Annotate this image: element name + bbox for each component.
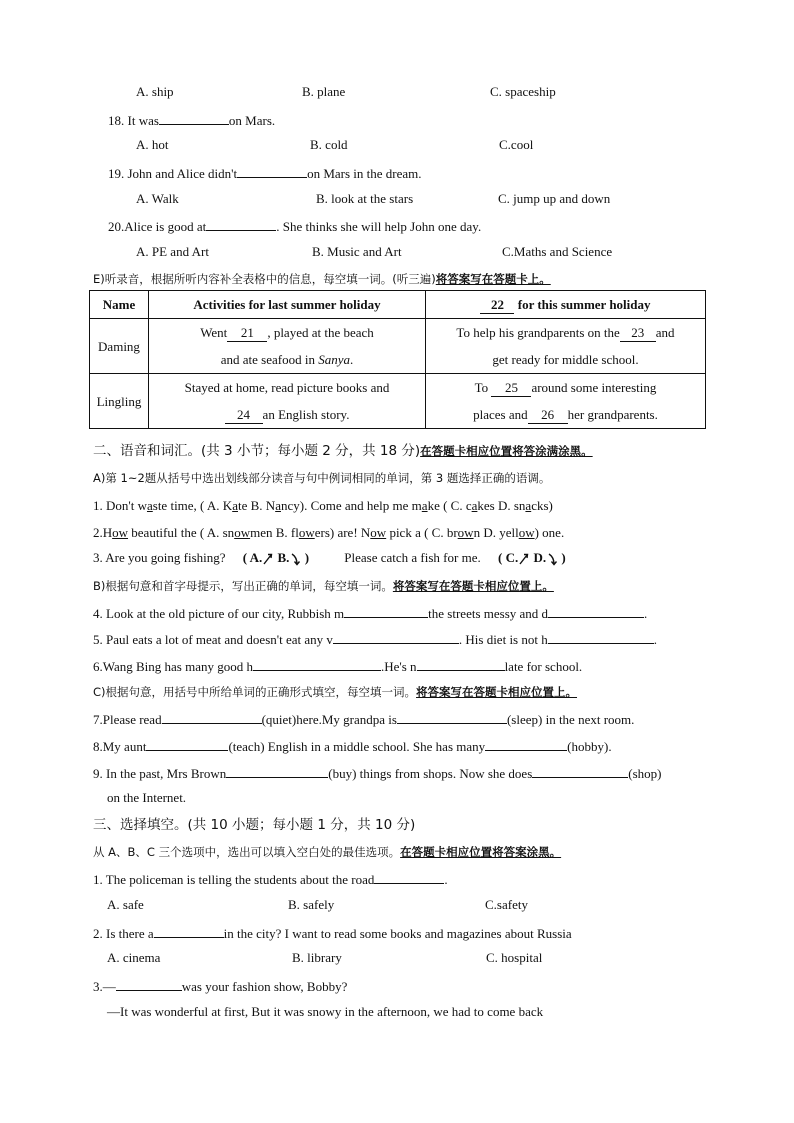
blank — [226, 764, 328, 778]
q20-stem-end: . She thinks she will help John one day. — [276, 219, 482, 234]
v1-underlined: a — [232, 498, 238, 513]
table-header-name: Name — [90, 291, 149, 319]
blank — [548, 604, 644, 618]
v8-text: (hobby). — [567, 739, 612, 754]
blank — [397, 710, 507, 724]
tone-option-b: B. — [277, 550, 290, 565]
row-lingling-name: Lingling — [90, 374, 149, 429]
v2-text: beautiful the ( A. sn — [128, 525, 235, 540]
v2-text: pick a ( C. br — [386, 525, 458, 540]
blank — [159, 111, 229, 125]
cell-text: , played at the beach — [267, 325, 374, 340]
section-2b-emphasis: 将答案写在答题卡相应位置上。 — [392, 579, 554, 593]
section-3-instruction — [93, 844, 561, 860]
falling-arrow-icon — [546, 552, 558, 566]
cell-text: places and — [473, 407, 528, 422]
blank-21: 21 — [227, 325, 267, 342]
blank — [333, 630, 459, 644]
q17-option-b: B. plane — [302, 84, 346, 99]
blank — [417, 657, 505, 671]
v2-text: n D. yell — [473, 525, 519, 540]
section-2-title — [93, 443, 593, 459]
v1-text: ncy). Come and help me m — [280, 498, 422, 513]
c1-option-c: C.safety — [485, 897, 528, 912]
blank-26: 26 — [528, 407, 568, 424]
v5-text: . His diet is not h — [458, 632, 548, 647]
v9-text: 9. In the past, Mrs Brown — [93, 766, 227, 781]
tone-close: ) — [561, 550, 566, 565]
blank — [162, 710, 262, 724]
rising-arrow-icon — [262, 552, 274, 566]
v2-underlined: ow — [370, 525, 387, 540]
blank — [253, 657, 381, 671]
blank — [237, 164, 307, 178]
v2-text: ers) are! N — [314, 525, 371, 540]
vocab-q1 — [93, 498, 553, 514]
question-19 — [108, 164, 422, 182]
q18-stem: 18. It was — [108, 113, 159, 128]
c1-option-a: A. safe — [107, 897, 144, 912]
table-header-last: Activities for last summer holiday — [149, 291, 426, 319]
cell-text: To — [474, 380, 489, 395]
c3-stem: 3.— — [93, 979, 116, 994]
row-daming-last: Went 21 , played at the beach and ate seafood in Sanya. — [149, 319, 426, 374]
v9-text: (buy) things from shops. Now she does — [328, 766, 533, 781]
vocab-q9 — [93, 764, 661, 782]
vocab-q6 — [93, 657, 582, 675]
section-2c-emphasis: 将答案写在答题卡相应位置上。 — [416, 685, 578, 699]
tone-option-c: ( C. — [497, 550, 519, 565]
section-2-heading: 二、语音和词汇。(共 3 小节；每小题 2 分，共 18 分) — [93, 443, 421, 459]
c2-option-c: C. hospital — [486, 950, 543, 965]
v8-text: 8.My aunt — [93, 739, 147, 754]
blank-24: 24 — [225, 407, 263, 424]
v2-underlined: ow — [298, 525, 315, 540]
blank-23: 23 — [620, 325, 656, 342]
v4-text: the streets messy and d — [428, 606, 549, 621]
q19-stem-end: on Mars in the dream. — [307, 166, 422, 181]
section-3-text: 从 A、B、C 三个选项中，选出可以填入空白处的最佳选项。 — [93, 845, 401, 859]
blank — [374, 870, 444, 884]
row-lingling-last — [149, 374, 426, 429]
choice-q3 — [93, 977, 347, 995]
vocab-q9-cont: on the Internet. — [107, 790, 187, 805]
section-2c-text: C)根据句意，用括号中所给单词的正确形式填空，每空填一词。 — [93, 685, 417, 699]
v1-text: kes D. sn — [477, 498, 526, 513]
blank — [548, 630, 654, 644]
v2-text: 2.H — [93, 525, 113, 540]
cell-text: and — [655, 325, 675, 340]
blank — [532, 764, 628, 778]
row-daming-this — [426, 319, 706, 374]
table-header-this-label: for this summer holiday — [517, 297, 651, 312]
blank — [344, 604, 428, 618]
blank — [154, 924, 224, 938]
vocab-q2 — [93, 525, 564, 541]
blank — [116, 977, 182, 991]
v8-text: (teach) English in a middle school. She has many — [228, 739, 486, 754]
part-e-text: E)听录音，根据所听内容补全表格中的信息，每空填一词。(听三遍) — [93, 272, 436, 286]
blank — [146, 737, 228, 751]
cell-text: an English story. — [262, 407, 350, 422]
v2-underlined: ow — [457, 525, 474, 540]
c2-stem-end: in the city? I want to read some books and magazines about Russia — [223, 926, 572, 941]
cell-place: Sanya — [318, 352, 350, 367]
v4-text: . — [644, 606, 648, 621]
v6-text: .He's n — [381, 659, 417, 674]
section-3-emphasis: 在答题卡相应位置将答案涂黑。 — [400, 845, 562, 859]
cell-text: her grandparents. — [567, 407, 658, 422]
v1-underlined: a — [421, 498, 428, 513]
c1-stem: 1. The policeman is telling the students about the road — [93, 872, 375, 887]
choice-q1 — [93, 870, 448, 888]
v2-underlined: ow — [234, 525, 251, 540]
cell-text: and ate seafood in — [220, 352, 315, 367]
part-e-instruction — [93, 271, 551, 287]
v2-text: men B. fl — [250, 525, 299, 540]
info-table — [89, 290, 706, 429]
section-2a-instruction: A)第 1~2题从括号中选出划线部分读音与句中例词相同的单词，第 3 题选择正确的语调。 — [93, 471, 551, 485]
question-20 — [108, 217, 481, 235]
v3-question: 3. Are you going fishing? — [93, 550, 226, 565]
q19-option-b: B. look at the stars — [316, 191, 414, 206]
v1-underlined: a — [275, 498, 281, 513]
row-lingling-this — [426, 374, 706, 429]
part-e-emphasis: 将答案写在答题卡上。 — [435, 272, 551, 286]
v5-text: 5. Paul eats a lot of meat and doesn't eat any v — [93, 632, 333, 647]
c2-stem: 2. Is there a — [93, 926, 154, 941]
section-2b-text: B)根据句意和首字母提示，写出正确的单词，每空填一词。 — [93, 579, 393, 593]
q20-option-a: A. PE and Art — [136, 244, 209, 259]
blank — [485, 737, 567, 751]
cell-text: Went — [200, 325, 228, 340]
tone-option-a: ( A. — [242, 550, 263, 565]
blank — [206, 217, 276, 231]
tone-close: ) — [304, 550, 310, 565]
v5-text: . — [653, 632, 657, 647]
q17-option-a: A. ship — [136, 84, 174, 99]
section-3-title: 三、选择填空。(共 10 小题；每小题 1 分，共 10 分) — [93, 817, 416, 833]
v1-text: te B. N — [237, 498, 276, 513]
v4-text: 4. Look at the old picture of our city, Rubbish m — [93, 606, 345, 621]
v2-underlined: ow — [112, 525, 129, 540]
v6-text: late for school. — [504, 659, 583, 674]
v1-text: cks) — [531, 498, 553, 513]
falling-arrow-icon — [289, 552, 301, 566]
q18-option-b: B. cold — [310, 137, 348, 152]
v3-request: Please catch a fish for me. — [344, 550, 481, 565]
vocab-q5 — [93, 630, 657, 648]
cell-text: To help his grandparents on the — [456, 325, 620, 340]
c2-option-b: B. library — [292, 950, 342, 965]
q19-stem: 19. John and Alice didn't — [108, 166, 238, 181]
c1-option-b: B. safely — [288, 897, 335, 912]
row-daming-name: Daming — [90, 319, 149, 374]
vocab-q4 — [93, 604, 647, 622]
v7-text: (sleep) in the next room. — [506, 712, 635, 727]
q20-option-b: B. Music and Art — [312, 244, 402, 259]
q20-stem: 20.Alice is good at — [108, 219, 207, 234]
v2-text: ) one. — [534, 525, 565, 540]
v6-text: 6.Wang Bing has many good h — [93, 659, 253, 674]
v1-text: ste time, ( A. K — [152, 498, 233, 513]
table-header-this — [426, 291, 706, 319]
v7-text: 7.Please read — [93, 712, 162, 727]
section-2b-instruction — [93, 578, 554, 594]
rising-arrow-icon — [518, 552, 530, 566]
vocab-q7 — [93, 710, 634, 728]
c2-option-a: A. cinema — [107, 950, 161, 965]
c3-stem-end: was your fashion show, Bobby? — [181, 979, 348, 994]
v1-text: 1. Don't w — [93, 498, 147, 513]
q20-option-c: C.Maths and Science — [502, 244, 613, 259]
v2-underlined: ow — [518, 525, 535, 540]
cell-text: get ready for middle school. — [492, 352, 639, 367]
vocab-q8 — [93, 737, 612, 755]
section-2c-instruction — [93, 684, 577, 700]
tone-option-d: D. — [533, 550, 547, 565]
q19-option-c: C. jump up and down — [498, 191, 611, 206]
cell-text: Stayed at home, read picture books and — [184, 380, 390, 395]
v1-underlined: a — [146, 498, 153, 513]
q18-option-c: C.cool — [499, 137, 534, 152]
vocab-q3 — [93, 550, 566, 566]
v1-underlined: a — [471, 498, 478, 513]
q18-option-a: A. hot — [136, 137, 169, 152]
blank-25: 25 — [491, 380, 531, 397]
c3-answer-line: —It was wonderful at first, But it was snowy in the afternoon, we had to come back — [107, 1004, 544, 1019]
v1-text: ke ( C. c — [427, 498, 472, 513]
v9-text: (shop) — [628, 766, 662, 781]
q18-stem-end: on Mars. — [228, 113, 276, 128]
blank-22: 22 — [480, 297, 514, 314]
cell-text: around some interesting — [531, 380, 657, 395]
choice-q2 — [93, 924, 572, 942]
question-18 — [108, 111, 275, 129]
q17-option-c: C. spaceship — [490, 84, 556, 99]
v1-underlined: a — [525, 498, 532, 513]
c1-stem-end: . — [444, 872, 448, 887]
v7-text: (quiet)here.My grandpa is — [261, 712, 397, 727]
q19-option-a: A. Walk — [136, 191, 179, 206]
section-2-emphasis: 在答题卡相应位置将答涂满涂黑。 — [420, 444, 593, 458]
